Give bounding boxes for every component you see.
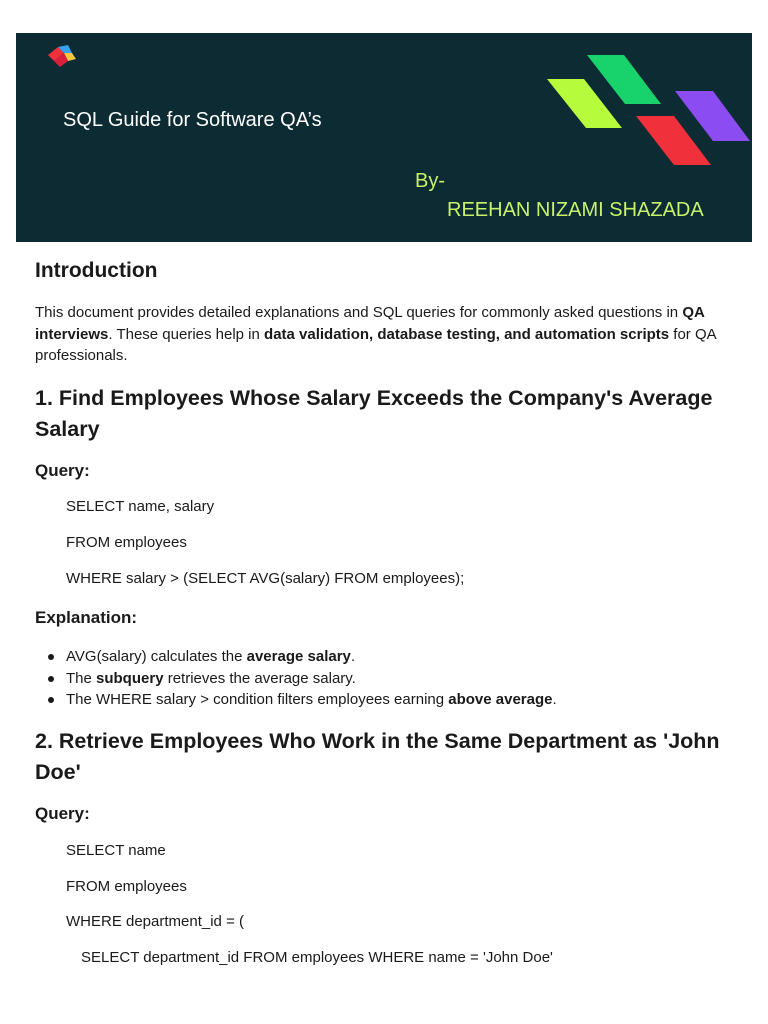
document-title: SQL Guide for Software QA’s [63,109,322,131]
bullet-icon [48,676,54,682]
bullet-bold: subquery [96,669,164,687]
code-line: SELECT name [66,842,166,859]
list-item [35,689,725,711]
header-banner [16,33,752,242]
section-2-query-label: Query: [35,804,90,823]
code-line: SELECT name, salary [66,498,215,515]
section-1-heading: 1. Find Employees Whose Salary Exceeds the Company's Average Salary [35,386,713,441]
explanation-list [35,646,725,711]
intro-text-2: . These queries help in [108,325,265,343]
bullet-text: The [66,669,97,687]
bullet-text: . [350,648,356,665]
bullet-icon [48,654,54,660]
bullet-text: retrieves the average salary. [163,669,356,687]
code-line: WHERE department_id = ( [66,913,244,930]
list-item [35,668,725,690]
code-line: SELECT department_id FROM employees WHERE name = 'John Doe' [81,949,553,966]
intro-bold-1: QA interviews [35,304,705,343]
bullet-text: The WHERE salary > condition filters employees earning [66,691,449,708]
section-1-explanation-label: Explanation: [35,608,138,627]
list-item [35,646,725,668]
bullet-text: AVG(salary) calculates the [66,648,247,665]
code-line: FROM employees [66,878,187,895]
lime-shape [547,79,622,128]
bullet-bold: average salary [246,648,351,665]
intro-text-1: This document provides detailed explanations and SQL queries for commonly asked questions in [35,304,683,321]
intro-paragraph [35,302,725,367]
code-line: FROM employees [66,534,187,551]
green-shape [587,55,661,104]
intro-bold-2: data validation, database testing, and automation scripts [264,325,670,343]
bullet-text: . [552,691,557,708]
bullet-icon [48,697,54,703]
intro-heading: Introduction [35,259,158,282]
code-line: WHERE salary > (SELECT AVG(salary) FROM employees); [66,570,465,587]
author-name: REEHAN NIZAMI SHAZADA [447,199,704,221]
section-1-query-label: Query: [35,461,90,480]
by-label: By- [415,170,445,192]
section-2-heading: 2. Retrieve Employees Who Work in the Same Department as 'John Doe' [35,729,720,784]
intro-text-3: for QA professionals. [35,325,716,364]
bullet-bold: above average [448,691,553,708]
